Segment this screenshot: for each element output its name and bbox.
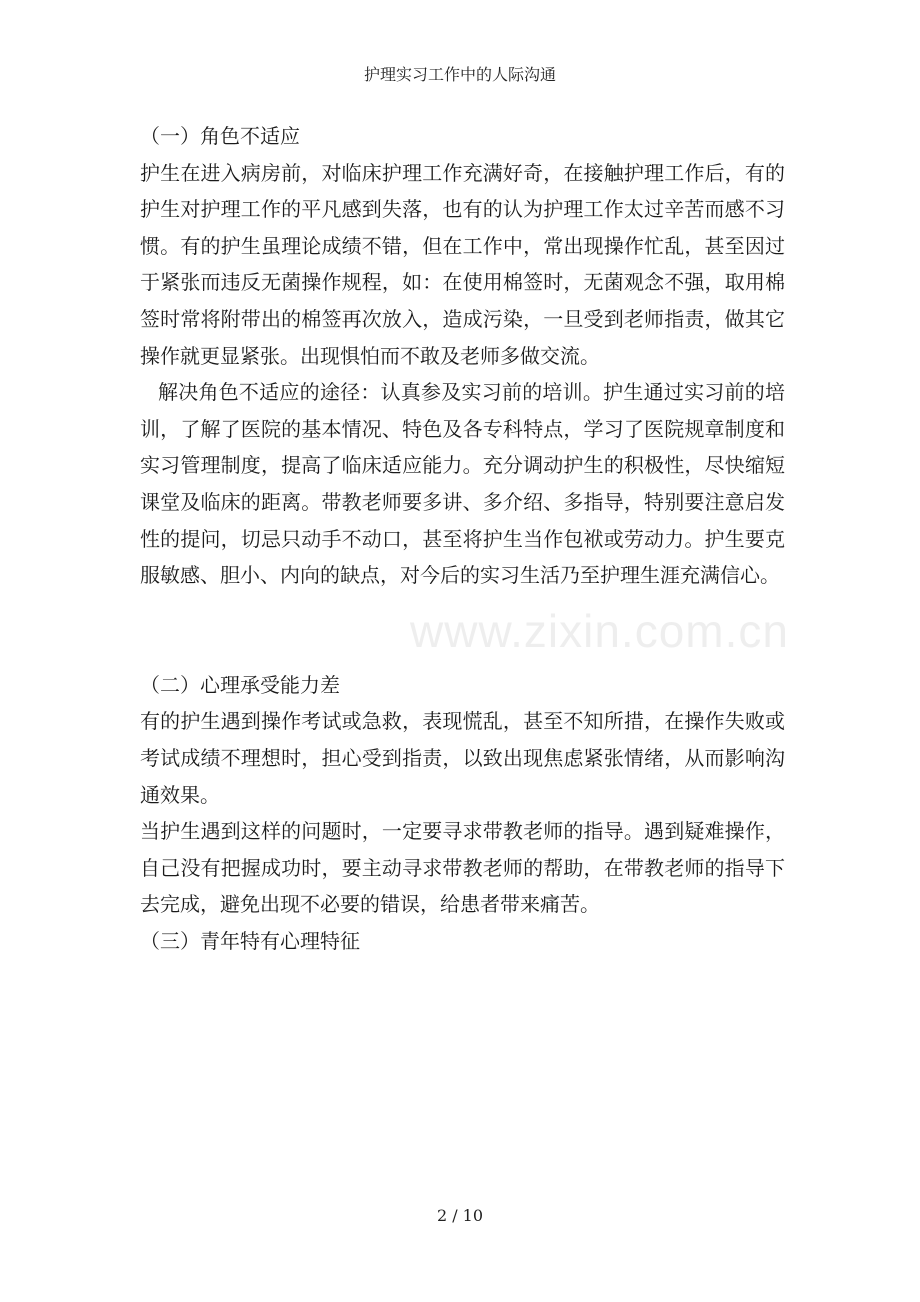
section-spacer — [140, 594, 785, 667]
section-heading-3: （三）青年特有心理特征 — [140, 928, 360, 953]
section-1-paragraph-2: 解决角色不适应的途径：认真参及实习前的培训。护生通过实习前的培训，了解了医院的基本情况、特色及各专科特点，学习了医院规章制度和实习管理制度，提高了临床适应能力。充分调动护生的积极性，尽快缩短课堂及临床的距离。带教老师要多讲、多介绍、多指导，特别要注意启发性的提问，切忌只动手不动口，甚至将护生当作包袱或劳动力。护生要克服敏感、胆小、内向的缺点，对今后的实习生活乃至护理生涯充满信心。 — [140, 380, 785, 588]
section-2-paragraph-2: 当护生遇到这样的问题时，一定要寻求带教老师的指导。遇到疑难操作，自己没有把握成功时，要主动寻求带教老师的帮助，在带教老师的指导下去完成，避免出现不必要的错误，给患者带来痛苦。 — [140, 819, 785, 917]
watermark-text: www.zixin.com.cn — [410, 605, 789, 657]
section-1-paragraph-1: 护生在进入病房前，对临床护理工作充满好奇，在接触护理工作后，有的护生对护理工作的平凡感到失落，也有的认为护理工作太过辛苦而感不习惯。有的护生虽理论成绩不错，但在工作中，常出现操作忙乱，甚至因过于紧张而违反无菌操作规程，如：在使用棉签时，无菌观念不强，取用棉签时常将附带出的棉签再次放入，造成污染，一旦受到老师指责，做其它操作就更显紧张。出现惧怕而不敢及老师多做交流。 — [140, 160, 785, 368]
page-header-title: 护理实习工作中的人际沟通 — [363, 65, 556, 84]
section-2-paragraph-1: 有的护生遇到操作考试或急救，表现慌乱，甚至不知所措，在操作失败或考试成绩不理想时，担心受到指责，以致出现焦虑紧张情绪，从而影响沟通效果。 — [140, 709, 785, 807]
section-heading-1: （一）角色不适应 — [140, 124, 300, 148]
section-heading-2: （二）心理承受能力差 — [140, 672, 340, 697]
page-number: 2 / 10 — [436, 1206, 484, 1225]
document-body — [140, 118, 785, 959]
